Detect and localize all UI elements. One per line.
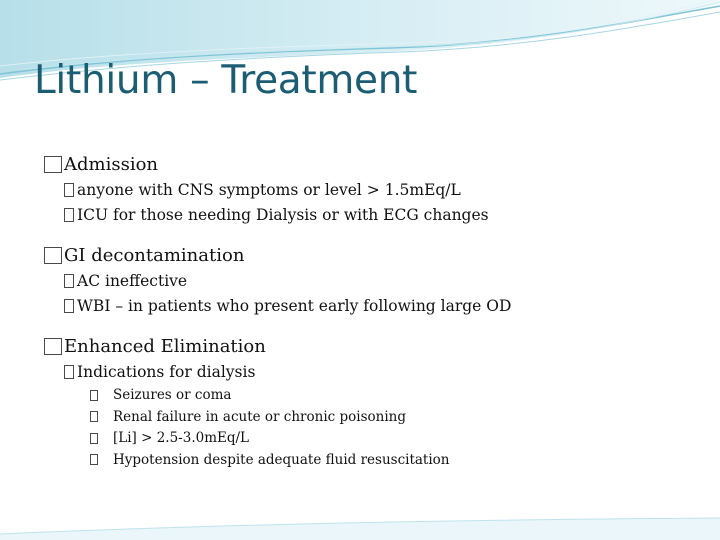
bullet-box-icon [90,433,98,444]
bullet-box-icon [64,208,74,222]
slide-content [44,150,694,485]
footer-wave-decoration [0,514,720,540]
sub-bullet-text: [Li] > 2.5-3.0mEq/L [113,430,250,447]
bullet-box-icon [64,274,74,288]
bullet-box-icon [44,338,62,355]
bullet-box-icon [90,390,98,401]
sub-bullet-item [44,428,694,450]
sub-bullet-item [44,385,694,407]
sub-bullet-text: Hypotension despite adequate fluid resuscitation [113,451,450,468]
bullet-heading [44,150,694,178]
section-admission [44,150,694,227]
section-heading: Enhanced Elimination [64,335,266,357]
sub-bullet-text: Seizures or coma [113,387,232,404]
bullet-box-icon [64,365,74,379]
bullet-item [44,178,694,203]
bullet-box-icon [90,454,98,465]
bullet-box-icon [44,247,62,264]
section-heading: GI decontamination [64,244,245,266]
bullet-box-icon [90,411,98,422]
sub-bullet-text: Renal failure in acute or chronic poisoning [113,408,406,425]
bullet-text: Indications for dialysis [77,363,256,382]
bullet-item [44,360,694,385]
bullet-text: AC ineffective [77,272,188,291]
bullet-text: ICU for those needing Dialysis or with ECG changes [77,205,489,224]
bullet-text: WBI – in patients who present early following large OD [77,296,512,315]
bullet-box-icon [44,156,62,173]
section-heading: Admission [64,153,159,175]
slide-title: Lithium – Treatment [34,58,418,103]
bullet-item [44,294,694,319]
bullet-heading [44,332,694,360]
sub-bullet-item [44,449,694,471]
bullet-box-icon [64,183,74,197]
bullet-item [44,269,694,294]
bullet-box-icon [64,299,74,313]
bullet-heading [44,241,694,269]
section-gi-decontamination [44,241,694,318]
sub-bullet-item [44,406,694,428]
section-enhanced-elimination [44,332,694,471]
bullet-text: anyone with CNS symptoms or level > 1.5mEq/L [77,181,461,200]
bullet-item [44,203,694,228]
